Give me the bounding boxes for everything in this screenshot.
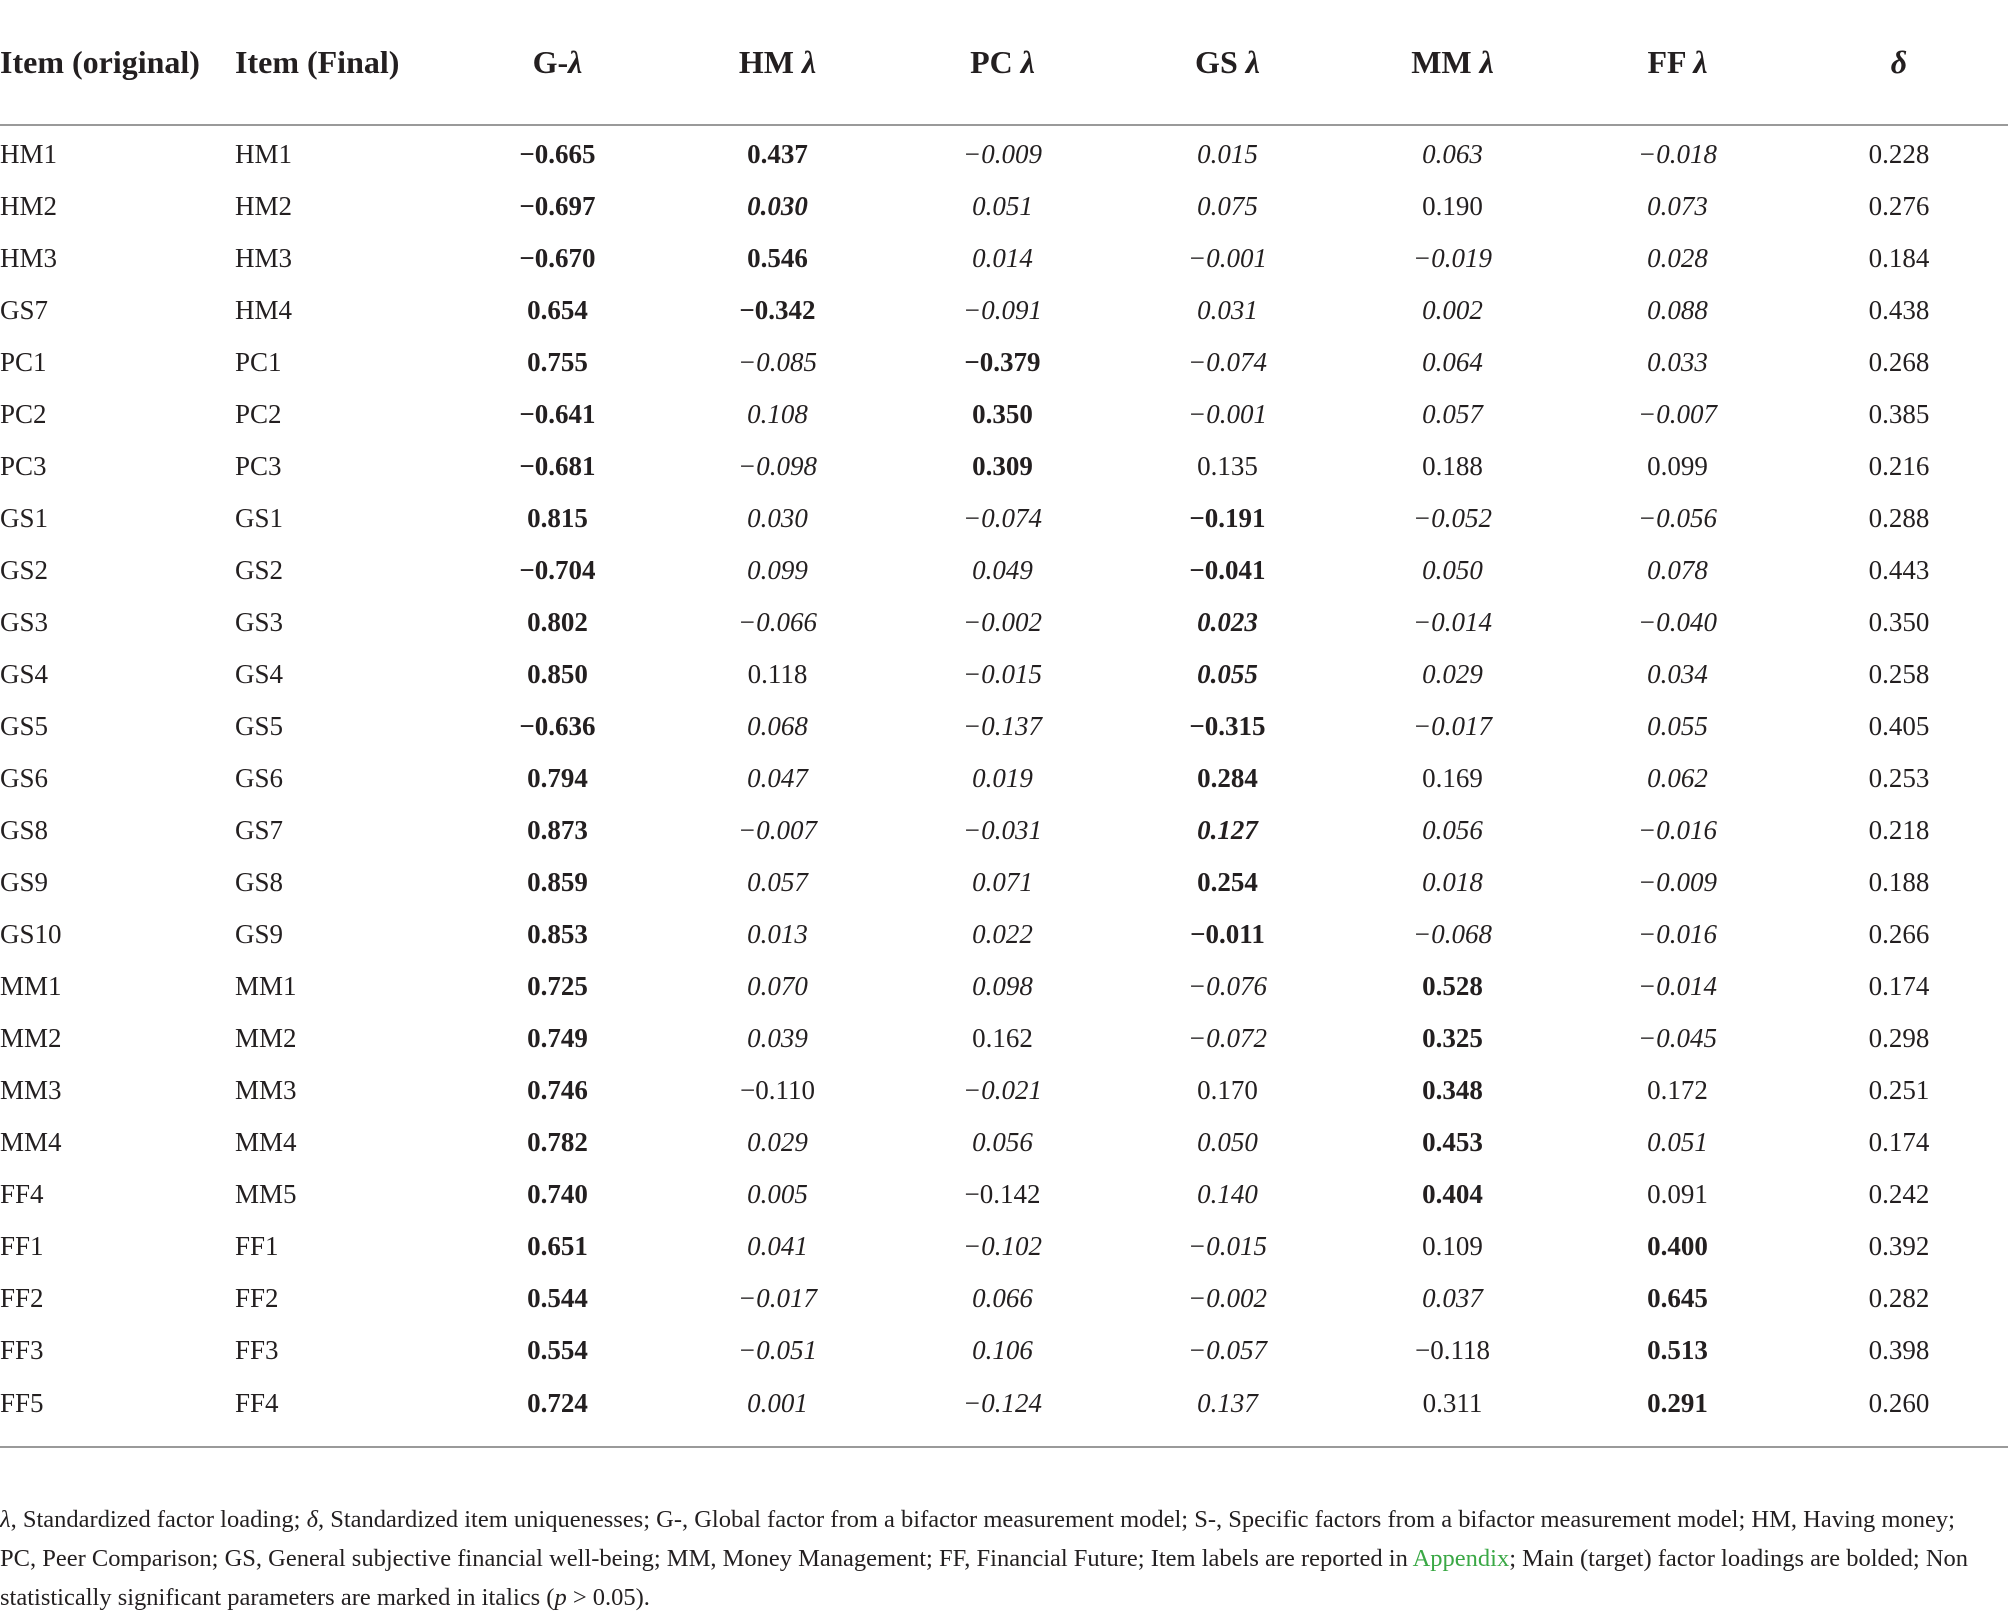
header-gs-lambda bbox=[1115, 0, 1340, 125]
loading-cell: −0.009 bbox=[1638, 866, 1717, 897]
header-pc-lambda-symbol: λ bbox=[1020, 44, 1035, 80]
footnote-lambda-symbol: λ bbox=[0, 1506, 11, 1533]
item-original-cell: GS5 bbox=[0, 710, 49, 741]
item-original-cell: PC1 bbox=[0, 346, 47, 377]
loading-cell: 0.127 bbox=[1197, 814, 1258, 845]
item-final-cell: GS6 bbox=[235, 762, 284, 793]
loading-cell: −0.041 bbox=[1189, 554, 1266, 585]
item-original-cell: MM3 bbox=[0, 1074, 62, 1105]
loading-cell: −0.014 bbox=[1638, 970, 1717, 1001]
header-hm-lambda-text: HM bbox=[738, 44, 802, 80]
loading-cell: 0.062 bbox=[1647, 762, 1708, 793]
item-final-cell: GS5 bbox=[235, 710, 284, 741]
header-ff-lambda-text: FF bbox=[1647, 44, 1694, 80]
loading-cell: 0.404 bbox=[1422, 1178, 1483, 1209]
loading-cell: −0.001 bbox=[1188, 398, 1267, 429]
loading-cell: 0.050 bbox=[1197, 1126, 1258, 1157]
item-original-cell: GS4 bbox=[0, 658, 49, 689]
table-row bbox=[0, 1220, 2008, 1272]
loading-cell: 0.528 bbox=[1422, 970, 1483, 1001]
loading-cell: 0.398 bbox=[1868, 1334, 1930, 1365]
loading-cell: −0.052 bbox=[1413, 502, 1492, 533]
item-final-cell: GS3 bbox=[235, 606, 284, 637]
loading-cell: 0.005 bbox=[747, 1178, 808, 1209]
loading-cell: −0.045 bbox=[1638, 1022, 1717, 1053]
loading-cell: −0.001 bbox=[1188, 242, 1267, 273]
loading-cell: 0.063 bbox=[1422, 138, 1483, 169]
table-row bbox=[0, 1064, 2008, 1116]
loading-cell: 0.216 bbox=[1868, 450, 1930, 481]
table-row bbox=[0, 388, 2008, 440]
footnote-delta-symbol: δ bbox=[306, 1506, 318, 1533]
loading-cell: 0.794 bbox=[527, 762, 588, 793]
loading-cell: −0.670 bbox=[519, 242, 596, 273]
header-mm-lambda-symbol: λ bbox=[1479, 44, 1494, 80]
loading-cell: −0.118 bbox=[1415, 1334, 1490, 1365]
loading-cell: 0.188 bbox=[1422, 450, 1483, 481]
loading-cell: 0.014 bbox=[972, 242, 1033, 273]
loading-cell: 0.438 bbox=[1868, 294, 1930, 325]
footnote-text-3: ; Main (target) factor loadings are bolded; Non statistically significant parameters are marked in italics ( bbox=[0, 1545, 1969, 1611]
header-delta bbox=[1790, 0, 2008, 125]
loading-cell: −0.124 bbox=[963, 1387, 1042, 1418]
loading-cell: 0.071 bbox=[972, 866, 1033, 897]
loading-cell: −0.102 bbox=[963, 1230, 1042, 1261]
loading-cell: 0.049 bbox=[972, 554, 1033, 585]
header-gs-lambda-symbol: λ bbox=[1245, 44, 1260, 80]
loading-cell: −0.014 bbox=[1413, 606, 1492, 637]
loading-cell: 0.350 bbox=[972, 398, 1033, 429]
item-original-cell: MM2 bbox=[0, 1022, 62, 1053]
item-final-cell: PC3 bbox=[235, 450, 282, 481]
table-row bbox=[0, 180, 2008, 232]
loading-cell: 0.033 bbox=[1647, 346, 1708, 377]
table-bottom-rule bbox=[0, 1446, 2008, 1448]
loading-cell: 0.276 bbox=[1868, 190, 1930, 221]
loading-cell: 0.453 bbox=[1422, 1126, 1483, 1157]
loading-cell: 0.070 bbox=[747, 970, 808, 1001]
loading-cell: −0.021 bbox=[963, 1074, 1042, 1105]
loading-cell: −0.011 bbox=[1190, 918, 1265, 949]
loading-cell: 0.055 bbox=[1197, 658, 1258, 689]
loading-cell: 0.400 bbox=[1647, 1230, 1708, 1261]
loading-cell: −0.704 bbox=[519, 554, 596, 585]
loading-cell: 0.057 bbox=[1422, 398, 1483, 429]
table-footnote bbox=[0, 1500, 1990, 1617]
loading-cell: −0.085 bbox=[738, 346, 817, 377]
item-final-cell: PC1 bbox=[235, 346, 282, 377]
loading-cell: 0.075 bbox=[1197, 190, 1258, 221]
loading-cell: 0.242 bbox=[1868, 1178, 1930, 1209]
header-ff-lambda-symbol: λ bbox=[1693, 44, 1708, 80]
loading-cell: 0.755 bbox=[527, 346, 588, 377]
item-original-cell: FF4 bbox=[0, 1178, 44, 1209]
loading-cell: 0.873 bbox=[527, 814, 588, 845]
loading-cell: −0.015 bbox=[1188, 1230, 1267, 1261]
item-original-cell: MM4 bbox=[0, 1126, 62, 1157]
loading-cell: 0.118 bbox=[747, 658, 808, 689]
loading-cell: 0.018 bbox=[1422, 866, 1483, 897]
table-row bbox=[0, 1012, 2008, 1064]
loading-cell: 0.645 bbox=[1647, 1282, 1708, 1313]
item-final-cell: GS9 bbox=[235, 918, 284, 949]
item-final-cell: GS4 bbox=[235, 658, 284, 689]
loading-cell: 0.028 bbox=[1647, 242, 1708, 273]
header-delta-symbol: δ bbox=[1890, 44, 1908, 80]
table-header bbox=[0, 0, 2008, 125]
header-ff-lambda bbox=[1565, 0, 1790, 125]
loading-cell: 0.030 bbox=[747, 502, 808, 533]
header-item-final-text: Item (Final) bbox=[235, 44, 400, 80]
item-final-cell: MM2 bbox=[235, 1022, 297, 1053]
header-g-lambda-text: G- bbox=[532, 44, 569, 80]
loading-cell: −0.076 bbox=[1188, 970, 1267, 1001]
header-hm-lambda-symbol: λ bbox=[801, 44, 817, 80]
loading-cell: 0.078 bbox=[1647, 554, 1708, 585]
loading-cell: 0.749 bbox=[527, 1022, 588, 1053]
loading-cell: 0.725 bbox=[527, 970, 588, 1001]
loading-cell: −0.015 bbox=[963, 658, 1042, 689]
table-body bbox=[0, 125, 2008, 1430]
item-final-cell: GS7 bbox=[235, 814, 284, 845]
header-pc-lambda bbox=[890, 0, 1115, 125]
item-original-cell: PC2 bbox=[0, 398, 47, 429]
table-row bbox=[0, 492, 2008, 544]
item-final-cell: MM5 bbox=[235, 1178, 297, 1209]
loading-cell: −0.017 bbox=[738, 1282, 817, 1313]
table-row bbox=[0, 960, 2008, 1012]
loading-cell: 0.546 bbox=[747, 242, 808, 273]
loading-cell: 0.034 bbox=[1647, 658, 1708, 689]
loading-cell: 0.651 bbox=[527, 1230, 588, 1261]
loading-cell: −0.697 bbox=[519, 190, 596, 221]
loading-cell: 0.174 bbox=[1868, 1126, 1930, 1157]
loading-cell: 0.051 bbox=[1647, 1126, 1708, 1157]
item-final-cell: GS2 bbox=[235, 554, 284, 585]
loading-cell: 0.172 bbox=[1647, 1074, 1708, 1105]
item-original-cell: FF3 bbox=[0, 1334, 44, 1365]
footnote-text-2: , Standardized item uniquenesses; G-, Global factor from a bifactor measurement model; S-, Specific factors from a bifactor measurement model; HM, Having money; PC, Peer Comparison; GS, General subjective financial well-being; MM, Money Management; FF, Financial Future; Item labels are reported in bbox=[0, 1506, 1955, 1572]
loading-cell: −0.681 bbox=[519, 450, 596, 481]
header-gs-lambda-text: GS bbox=[1195, 44, 1246, 80]
item-original-cell: GS3 bbox=[0, 606, 49, 637]
loading-cell: 0.282 bbox=[1868, 1282, 1930, 1313]
table-row bbox=[0, 752, 2008, 804]
loading-cell: −0.191 bbox=[1189, 502, 1266, 533]
table-row bbox=[0, 544, 2008, 596]
loading-cell: −0.098 bbox=[738, 450, 817, 481]
item-original-cell: HM2 bbox=[0, 190, 58, 221]
loading-cell: 0.099 bbox=[747, 554, 808, 585]
loading-cell: 0.288 bbox=[1868, 502, 1930, 533]
loading-cell: 0.853 bbox=[527, 918, 588, 949]
loading-cell: −0.019 bbox=[1413, 242, 1492, 273]
table-row bbox=[0, 125, 2008, 180]
loading-cell: −0.315 bbox=[1189, 710, 1266, 741]
loading-cell: 0.284 bbox=[1197, 762, 1258, 793]
table-row bbox=[0, 648, 2008, 700]
loading-cell: −0.342 bbox=[739, 294, 816, 325]
item-final-cell: FF2 bbox=[235, 1282, 279, 1313]
loading-cell: −0.002 bbox=[963, 606, 1042, 637]
loading-cell: 0.184 bbox=[1868, 242, 1930, 273]
loading-cell: 0.291 bbox=[1647, 1387, 1708, 1418]
loading-cell: −0.016 bbox=[1638, 918, 1717, 949]
loading-cell: 0.298 bbox=[1868, 1022, 1930, 1053]
loading-cell: 0.170 bbox=[1197, 1074, 1258, 1105]
loading-cell: 0.228 bbox=[1868, 138, 1930, 169]
loading-cell: 0.260 bbox=[1868, 1387, 1930, 1418]
item-final-cell: HM2 bbox=[235, 190, 293, 221]
loading-cell: 0.815 bbox=[527, 502, 588, 533]
item-original-cell: HM3 bbox=[0, 242, 58, 273]
loading-cell: 0.348 bbox=[1422, 1074, 1483, 1105]
header-mm-lambda bbox=[1340, 0, 1565, 125]
item-original-cell: FF2 bbox=[0, 1282, 44, 1313]
item-final-cell: HM1 bbox=[235, 138, 293, 169]
loading-cell: −0.007 bbox=[1638, 398, 1717, 429]
loading-cell: 0.253 bbox=[1868, 762, 1930, 793]
loading-cell: 0.268 bbox=[1868, 346, 1930, 377]
loading-cell: 0.554 bbox=[527, 1334, 588, 1365]
loading-cell: −0.068 bbox=[1413, 918, 1492, 949]
table-row bbox=[0, 1116, 2008, 1168]
loading-cell: 0.724 bbox=[527, 1387, 588, 1418]
table-row bbox=[0, 284, 2008, 336]
loading-cell: 0.513 bbox=[1647, 1334, 1708, 1365]
loading-cell: 0.311 bbox=[1422, 1387, 1483, 1418]
loading-cell: 0.106 bbox=[972, 1334, 1033, 1365]
loading-cell: 0.109 bbox=[1422, 1230, 1483, 1261]
loading-cell: 0.001 bbox=[747, 1387, 808, 1418]
loading-cell: 0.254 bbox=[1197, 866, 1258, 897]
loading-cell: 0.019 bbox=[972, 762, 1033, 793]
loading-cell: 0.108 bbox=[747, 398, 808, 429]
loading-cell: 0.015 bbox=[1197, 138, 1258, 169]
loading-cell: 0.029 bbox=[747, 1126, 808, 1157]
loading-cell: 0.802 bbox=[527, 606, 588, 637]
loading-cell: 0.188 bbox=[1868, 866, 1930, 897]
loading-cell: 0.057 bbox=[747, 866, 808, 897]
table-row bbox=[0, 1272, 2008, 1324]
item-final-cell: PC2 bbox=[235, 398, 282, 429]
loading-cell: 0.064 bbox=[1422, 346, 1483, 377]
loading-cell: 0.859 bbox=[527, 866, 588, 897]
item-final-cell: FF3 bbox=[235, 1334, 279, 1365]
item-original-cell: PC3 bbox=[0, 450, 47, 481]
loading-cell: 0.325 bbox=[1422, 1022, 1483, 1053]
header-g-lambda bbox=[450, 0, 665, 125]
item-final-cell: HM4 bbox=[235, 294, 293, 325]
loading-cell: 0.073 bbox=[1647, 190, 1708, 221]
loading-cell: 0.654 bbox=[527, 294, 588, 325]
loading-cell: 0.174 bbox=[1868, 970, 1930, 1001]
item-final-cell: MM3 bbox=[235, 1074, 297, 1105]
loading-cell: 0.051 bbox=[972, 190, 1033, 221]
loading-cell: 0.023 bbox=[1197, 606, 1258, 637]
loading-cell: −0.379 bbox=[964, 346, 1041, 377]
loading-cell: −0.072 bbox=[1188, 1022, 1267, 1053]
loading-cell: 0.437 bbox=[747, 138, 808, 169]
loading-cell: 0.266 bbox=[1868, 918, 1930, 949]
loading-cell: 0.088 bbox=[1647, 294, 1708, 325]
table-row bbox=[0, 1324, 2008, 1376]
item-original-cell: GS10 bbox=[0, 918, 62, 949]
loading-cell: 0.056 bbox=[1422, 814, 1483, 845]
footnote-p-symbol: p bbox=[554, 1584, 567, 1611]
loading-cell: −0.641 bbox=[519, 398, 596, 429]
loading-cell: 0.746 bbox=[527, 1074, 588, 1105]
loading-cell: 0.002 bbox=[1422, 294, 1483, 325]
header-item-original bbox=[0, 0, 235, 125]
footnote-text-1: , Standardized factor loading; bbox=[10, 1506, 307, 1533]
item-final-cell: HM3 bbox=[235, 242, 293, 273]
loading-cell: −0.142 bbox=[964, 1178, 1041, 1209]
header-item-final bbox=[235, 0, 450, 125]
loading-cell: 0.098 bbox=[972, 970, 1033, 1001]
item-original-cell: GS6 bbox=[0, 762, 49, 793]
loading-cell: −0.009 bbox=[963, 138, 1042, 169]
loading-cell: −0.091 bbox=[963, 294, 1042, 325]
item-original-cell: GS7 bbox=[0, 294, 49, 325]
loading-cell: 0.258 bbox=[1868, 658, 1930, 689]
loading-cell: −0.665 bbox=[519, 138, 596, 169]
item-final-cell: FF1 bbox=[235, 1230, 279, 1261]
item-final-cell: GS1 bbox=[235, 502, 284, 533]
loading-cell: 0.782 bbox=[527, 1126, 588, 1157]
table-row bbox=[0, 1376, 2008, 1430]
header-mm-lambda-text: MM bbox=[1411, 44, 1480, 80]
item-original-cell: FF5 bbox=[0, 1387, 44, 1418]
loading-cell: 0.091 bbox=[1647, 1178, 1708, 1209]
loading-cell: 0.031 bbox=[1197, 294, 1258, 325]
appendix-link[interactable]: Appendix bbox=[1412, 1545, 1510, 1572]
loading-cell: −0.016 bbox=[1638, 814, 1717, 845]
header-g-lambda-symbol: λ bbox=[568, 44, 583, 80]
table-row bbox=[0, 804, 2008, 856]
loading-cell: 0.066 bbox=[972, 1282, 1033, 1313]
loading-cell: −0.051 bbox=[738, 1334, 817, 1365]
item-original-cell: HM1 bbox=[0, 138, 58, 169]
item-original-cell: GS9 bbox=[0, 866, 49, 897]
header-item-original-text: Item (original) bbox=[0, 44, 200, 80]
loading-cell: −0.074 bbox=[1188, 346, 1267, 377]
loading-cell: 0.056 bbox=[972, 1126, 1033, 1157]
table-row bbox=[0, 596, 2008, 648]
loading-cell: −0.018 bbox=[1638, 138, 1717, 169]
item-original-cell: FF1 bbox=[0, 1230, 44, 1261]
loading-cell: 0.162 bbox=[972, 1022, 1033, 1053]
loading-cell: 0.544 bbox=[527, 1282, 588, 1313]
loading-cell: −0.056 bbox=[1638, 502, 1717, 533]
loading-cell: −0.110 bbox=[740, 1074, 815, 1105]
loading-cell: 0.190 bbox=[1422, 190, 1483, 221]
item-original-cell: MM1 bbox=[0, 970, 62, 1001]
table-row bbox=[0, 856, 2008, 908]
item-original-cell: GS8 bbox=[0, 814, 49, 845]
header-pc-lambda-text: PC bbox=[970, 44, 1021, 80]
table-row bbox=[0, 908, 2008, 960]
loading-cell: −0.031 bbox=[963, 814, 1042, 845]
loading-cell: 0.013 bbox=[747, 918, 808, 949]
item-original-cell: GS2 bbox=[0, 554, 49, 585]
loading-cell: −0.017 bbox=[1413, 710, 1492, 741]
loading-cell: 0.350 bbox=[1868, 606, 1930, 637]
loading-cell: 0.251 bbox=[1868, 1074, 1930, 1105]
loading-cell: 0.039 bbox=[747, 1022, 808, 1053]
loading-cell: 0.030 bbox=[747, 190, 808, 221]
loading-cell: −0.057 bbox=[1188, 1334, 1267, 1365]
loading-cell: 0.392 bbox=[1868, 1230, 1930, 1261]
table-row bbox=[0, 1168, 2008, 1220]
loading-cell: 0.385 bbox=[1868, 398, 1930, 429]
item-final-cell: MM4 bbox=[235, 1126, 297, 1157]
loading-cell: 0.037 bbox=[1422, 1282, 1483, 1313]
loading-cell: −0.040 bbox=[1638, 606, 1717, 637]
table-row bbox=[0, 232, 2008, 284]
loading-cell: 0.218 bbox=[1868, 814, 1930, 845]
loading-cell: 0.135 bbox=[1197, 450, 1258, 481]
item-final-cell: MM1 bbox=[235, 970, 297, 1001]
loading-cell: −0.007 bbox=[738, 814, 817, 845]
loading-cell: 0.850 bbox=[527, 658, 588, 689]
table-row bbox=[0, 440, 2008, 492]
loading-cell: −0.074 bbox=[963, 502, 1042, 533]
loading-cell: −0.636 bbox=[519, 710, 596, 741]
loading-cell: 0.099 bbox=[1647, 450, 1708, 481]
loading-cell: 0.029 bbox=[1422, 658, 1483, 689]
item-final-cell: GS8 bbox=[235, 866, 284, 897]
loading-cell: 0.041 bbox=[747, 1230, 808, 1261]
loading-cell: 0.740 bbox=[527, 1178, 588, 1209]
loading-cell: 0.047 bbox=[747, 762, 808, 793]
item-original-cell: GS1 bbox=[0, 502, 49, 533]
loading-cell: 0.022 bbox=[972, 918, 1033, 949]
loading-cell: 0.140 bbox=[1197, 1178, 1258, 1209]
loading-cell: −0.066 bbox=[738, 606, 817, 637]
loading-cell: −0.137 bbox=[963, 710, 1042, 741]
loading-cell: 0.050 bbox=[1422, 554, 1483, 585]
table-row bbox=[0, 336, 2008, 388]
loading-cell: 0.405 bbox=[1868, 710, 1930, 741]
loading-cell: 0.055 bbox=[1647, 710, 1708, 741]
header-hm-lambda bbox=[665, 0, 890, 125]
loading-cell: 0.137 bbox=[1197, 1387, 1258, 1418]
loading-cell: 0.068 bbox=[747, 710, 808, 741]
loading-cell: −0.002 bbox=[1188, 1282, 1267, 1313]
header-row bbox=[0, 0, 2008, 125]
item-final-cell: FF4 bbox=[235, 1387, 279, 1418]
loading-cell: 0.443 bbox=[1868, 554, 1930, 585]
footnote-text-4: > 0.05). bbox=[566, 1584, 650, 1611]
table-row bbox=[0, 700, 2008, 752]
loading-cell: 0.309 bbox=[972, 450, 1033, 481]
loading-cell: 0.169 bbox=[1422, 762, 1483, 793]
